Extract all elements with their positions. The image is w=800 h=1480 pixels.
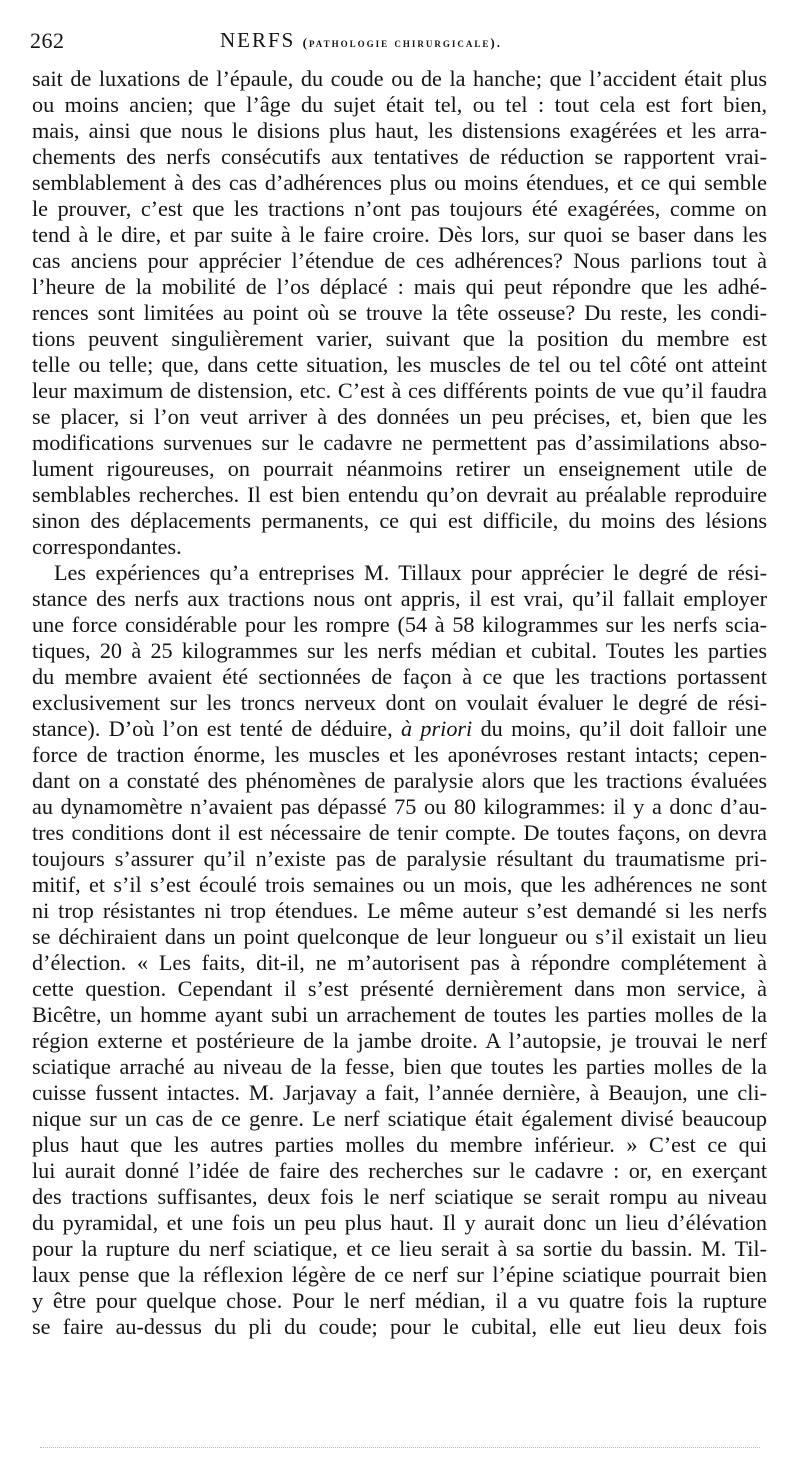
text-line: Les expériences qu’a entreprises M. Tillaux pour apprécier le degré de rési- [54,560,767,585]
text-line: stance). D’où l’on est tenté de déduire, à priori du moins, qu’il doit falloir une [32,716,767,741]
page-header [30,28,770,60]
footer-dotted-rule [40,1447,760,1448]
text-line: pour la rupture du nerf sciatique, et ce lieu serait à sa sortie du bassin. M. Til- [32,1236,767,1261]
page-number: 262 [30,28,65,53]
text-line: une force considérable pour les rompre (54 à 58 kilogrammes sur les nerfs scia- [32,612,767,637]
text-line: cuisse fussent intactes. M. Jarjavay a fait, l’année dernière, à Beaujon, une cli- [32,1080,767,1105]
text-line: Bicêtre, un homme ayant subi un arrachement de toutes les parties molles de la [32,1002,767,1027]
text-line: nique sur un cas de ce genre. Le nerf sciatique était également divisé beaucoup [32,1106,767,1131]
text-line: se déchiraient dans un point quelconque de leur longueur ou s’il existait un lieu [32,924,767,949]
italic-phrase: à priori [400,716,473,741]
text-line: lument rigoureuses, on pourrait néanmoins retirer un enseignement utile de [32,456,767,481]
text-line: mais, ainsi que nous le disions plus haut, les distensions exagérées et les arra- [32,118,767,143]
text-line: ou moins ancien; que l’âge du sujet était tel, ou tel : tout cela est fort bien, [32,92,767,117]
text-line: cette question. Cependant il s’est présenté dernièrement dans mon service, à [32,976,767,1001]
text-line: toujours s’assurer qu’il n’existe pas de paralysie résultant du traumatisme pri- [32,846,767,871]
text-line: région externe et postérieure de la jambe droite. A l’autopsie, je trouvai le nerf [32,1028,767,1053]
running-head-subtitle: (pathologie chirurgicale). [302,35,502,50]
text-line: tend à le dire, et par suite à le faire croire. Dès lors, sur quoi se baser dans les [32,222,767,247]
body-text [32,66,767,1340]
text-line: dant on a constaté des phénomènes de paralysie alors que les tractions évaluées [32,768,767,793]
text-line: correspondantes. [32,534,182,559]
text-line: semblables recherches. Il est bien entendu qu’on devrait au préalable reproduire [32,482,767,507]
text-line: cas anciens pour apprécier l’étendue de ces adhérences? Nous parlions tout à [32,248,767,273]
text-line: laux pense que la réflexion légère de ce nerf sur l’épine sciatique pourrait bien [32,1262,767,1287]
text-line: rences sont limitées au point où se trouve la tête osseuse? Du reste, les condi- [32,300,767,325]
text-line: mitif, et s’il s’est écoulé trois semaines ou un mois, que les adhérences ne sont [32,872,767,897]
text-line: tiques, 20 à 25 kilogrammes sur les nerfs médian et cubital. Toutes les parties [32,638,767,663]
text-line: du membre avaient été sectionnées de façon à ce que les tractions portassent [32,664,767,689]
text-line: force de traction énorme, les muscles et les aponévroses restant intacts; cepen- [32,742,767,767]
text-line: au dynamomètre n’avaient pas dépassé 75 ou 80 kilogrammes: il y a donc d’au- [32,794,767,819]
text-line: des tractions suffisantes, deux fois le nerf sciatique se serait rompu au niveau [32,1184,767,1209]
text-line: telle ou telle; que, dans cette situation, les muscles de tel ou tel côté ont atteint [32,352,767,377]
text-line: ni trop résistantes ni trop étendues. Le même auteur s’est demandé si les nerfs [32,898,767,923]
text-line: se placer, si l’on veut arriver à des données un peu précises, et, bien que les [32,404,767,429]
running-head-title: NERFS [220,28,296,52]
text-line: stance des nerfs aux tractions nous ont appris, il est vrai, qu’il fallait employer [32,586,767,611]
text-line: lui aurait donné l’idée de faire des recherches sur le cadavre : or, en exerçant [32,1158,767,1183]
text-line: semblablement à des cas d’adhérences plus ou moins étendues, et ce qui semble [32,170,767,195]
text-line: d’élection. « Les faits, dit-il, ne m’autorisent pas à répondre complétement à [32,950,767,975]
text-line: se faire au-dessus du pli du coude; pour le cubital, elle eut lieu deux fois [32,1314,767,1339]
text-line: y être pour quelque chose. Pour le nerf médian, il a vu quatre fois la rupture [32,1288,767,1313]
text-line: le prouver, c’est que les tractions n’ont pas toujours été exagérées, comme on [32,196,767,221]
text-line: leur maximum de distension, etc. C’est à ces différents points de vue qu’il faudra [32,378,767,403]
text-line: plus haut que les autres parties molles du membre inférieur. » C’est ce qui [32,1132,767,1157]
text-line: du pyramidal, et une fois un peu plus haut. Il y aurait donc un lieu d’élévation [32,1210,767,1235]
text-line: tres conditions dont il est nécessaire de tenir compte. De toutes façons, on devra [32,820,767,845]
text-line: l’heure de la mobilité de l’os déplacé : mais qui peut répondre que les adhé- [32,274,767,299]
text-line: sciatique arraché au niveau de la fesse, bien que toutes les parties molles de la [32,1054,767,1079]
text-line: exclusivement sur les troncs nerveux dont on voulait évaluer le degré de rési- [32,690,767,715]
text-line: modifications survenues sur le cadavre ne permettent pas d’assimilations abso- [32,430,767,455]
running-head [220,28,502,53]
text-line: tions peuvent singulièrement varier, suivant que la position du membre est [32,326,767,351]
text-line: sinon des déplacements permanents, ce qui est difficile, du moins des lésions [32,508,767,533]
text-line: sait de luxations de l’épaule, du coude ou de la hanche; que l’accident était plus [32,66,767,91]
text-line: chements des nerfs consécutifs aux tentatives de réduction se rapportent vrai- [32,144,767,169]
